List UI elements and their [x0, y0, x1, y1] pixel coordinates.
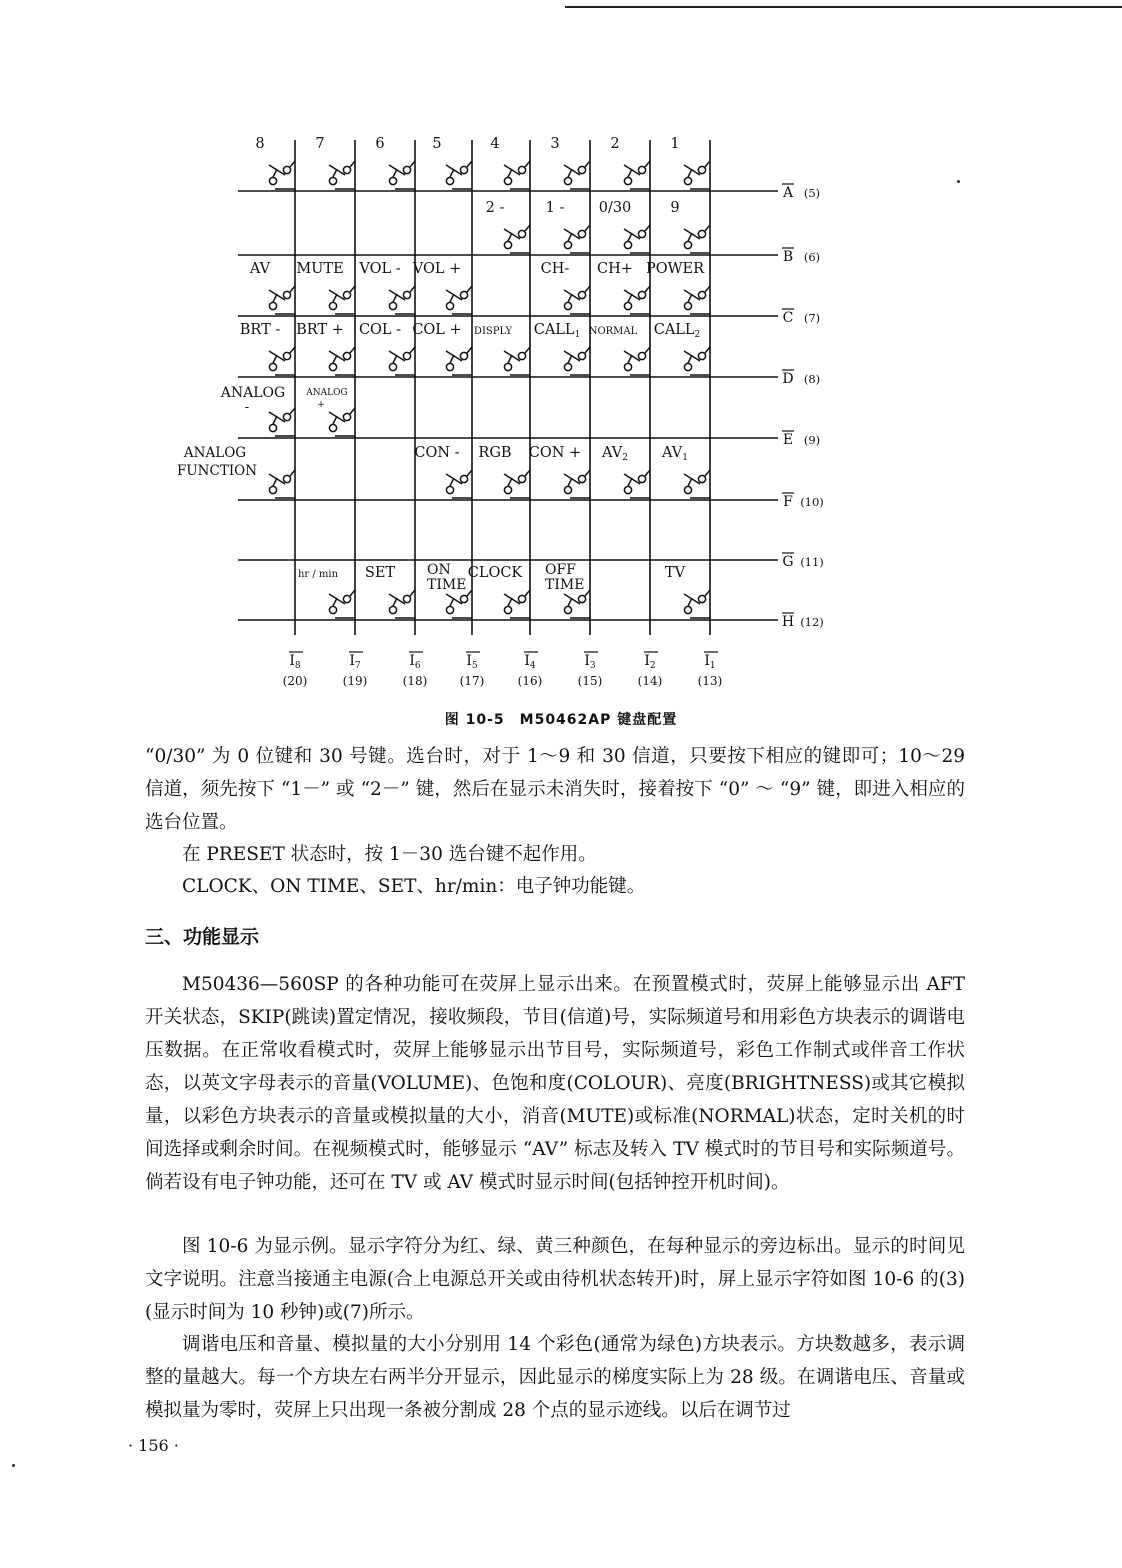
key-switch [269, 347, 295, 375]
key-switch [389, 161, 415, 189]
key-label: - [244, 400, 250, 415]
paragraph-display-example: 图 10-6 为显示例。显示字符分为红、绿、黄三种颜色，在每种显示的旁边标出。显示的时间见文字说明。注意当接通主电源(合上电源总开关或由待机状态转开)时，屏上显示字符如图 10-6 的(3)(显示时间为 10 秒钟)或(7)所示。 [145, 1236, 965, 1323]
key-label: + [317, 400, 325, 410]
key-switch [269, 286, 295, 314]
key-label: COL - [358, 322, 402, 338]
key-label: 3 [550, 136, 560, 152]
key-label: 2 - [485, 200, 505, 216]
key-switch [684, 161, 710, 189]
key-label: 7 [315, 136, 325, 152]
key-label: VOL - [359, 261, 401, 277]
column-label: $I_3$ [584, 653, 596, 671]
key-switch [564, 470, 590, 498]
key-switch [684, 225, 710, 253]
key-switch [389, 590, 415, 618]
key-label: 1 [670, 136, 680, 152]
key-label: RGB [478, 445, 512, 461]
row-pin: (8) [803, 372, 821, 386]
key-switch [504, 347, 530, 375]
paragraph-preset-note: 在 PRESET 状态时，按 1－30 选台键不起作用。 [182, 844, 597, 865]
key-switch [564, 286, 590, 314]
key-label: 6 [375, 136, 385, 152]
column-pin: (15) [577, 674, 603, 688]
key-switch [504, 590, 530, 618]
column-label: $I_8$ [289, 653, 301, 671]
key-label: 5 [432, 136, 442, 152]
row-pin: (10) [800, 495, 824, 509]
column-label: $I_5$ [466, 653, 478, 671]
row-label-g: G [782, 554, 794, 570]
row-labels [782, 184, 824, 630]
key-switch [624, 225, 650, 253]
key-switch [624, 286, 650, 314]
key-label: 8 [255, 136, 265, 152]
key-switch [269, 470, 295, 498]
key-switch [564, 161, 590, 189]
key-switch [504, 161, 530, 189]
column-pin: (20) [282, 674, 308, 688]
key-switch [389, 347, 415, 375]
key-label: $CALL_2$ [653, 322, 701, 340]
paragraph-function-display: M50436—560SP 的各种功能可在荧屏上显示出来。在预置模式时，荧屏上能够显示出 AFT 开关状态，SKIP(跳读)置定情况，接收频段，节目(信道)号，实际频道号和用彩色方块表示的调谐电压数据。在正常收看模式时，荧屏上能够显示出节目号，实际频道号，彩色工作制式或伴音工作状态，以英文字母表示的音量(VOLUME)、色饱和度(COLOUR)、亮度(BRIGHTNESS)或其它模拟量，以彩色方块表示的音量或模拟量的大小，消音(MUTE)或标准(NORMAL)状态，定时关机的时间选择或剩余时间。在视频模式时，能够显示 “AV” 标志及转入 TV 模式时的节目号和实际频道号。倘若设有电子钟功能，还可在 TV 或 AV 模式时显示时间(包括钟控开机时间)。 [145, 974, 965, 1193]
key-label: DISPLY [473, 326, 513, 337]
key-label: 0/30 [598, 200, 632, 216]
key-switch [684, 286, 710, 314]
key-switch [624, 161, 650, 189]
row-pin: (5) [803, 186, 821, 200]
key-label: 1 - [545, 200, 565, 216]
key-switch [446, 470, 472, 498]
key-switch [389, 286, 415, 314]
key-label: BRT + [296, 322, 344, 338]
key-label: MUTE [296, 261, 344, 277]
section-heading: 三、功能显示 [145, 926, 260, 948]
key-label: VOL + [412, 261, 462, 277]
key-label: CON - [414, 445, 460, 461]
row-label-c: C [782, 310, 794, 326]
row-label-a: A [782, 185, 794, 201]
key-switch [269, 408, 295, 436]
key-label: TV [664, 565, 686, 581]
row-pin: (6) [803, 250, 821, 264]
key-switch [446, 590, 472, 618]
key-switch [446, 161, 472, 189]
row-pin: (12) [800, 615, 824, 629]
paragraph-key-usage: “0/30” 为 0 位键和 30 号键。选台时，对于 1～9 和 30 信道，只要按下相应的键即可；10～29 信道，须先按下 “1－” 或 “2－” 键，然后在显示未消失时，接着按下 “0” ～ “9” 键，即进入相应的选台位置。 [145, 746, 965, 833]
key-label: ON [427, 562, 451, 578]
key-switch [684, 347, 710, 375]
row-pin: (9) [803, 433, 821, 447]
keyboard-matrix-diagram [160, 130, 860, 710]
row-label-f: F [783, 494, 793, 510]
key-label: 4 [490, 136, 500, 152]
scan-dot [957, 180, 960, 183]
paragraph-clock-keys: CLOCK、ON TIME、SET、hr/min：电子钟功能键。 [182, 876, 646, 897]
column-label: $I_6$ [409, 653, 421, 671]
column-pin: (16) [517, 674, 543, 688]
column-label: $I_7$ [349, 653, 361, 671]
key-label: ANALOG [306, 388, 348, 398]
key-switch [684, 470, 710, 498]
key-switch [684, 590, 710, 618]
row-label-e: E [782, 432, 794, 448]
key-label: ANALOG [183, 445, 247, 461]
key-switch [329, 347, 355, 375]
key-label: BRT - [239, 322, 281, 338]
key-label: CLOCK [467, 565, 523, 581]
key-label: CH+ [597, 261, 633, 277]
key-label: $AV_1$ [662, 445, 688, 463]
row-pin: (11) [800, 555, 824, 569]
key-label: ANALOG [220, 385, 286, 401]
key-label: COL + [412, 322, 462, 338]
key-switch [329, 286, 355, 314]
key-label: POWER [645, 261, 705, 277]
key-label: $AV_2$ [602, 445, 628, 463]
key-label: 9 [670, 200, 680, 216]
header-rule [565, 6, 1122, 8]
key-switch [329, 161, 355, 189]
key-label: FUNCTION [176, 463, 258, 479]
key-switch [446, 286, 472, 314]
column-label: $I_2$ [644, 653, 656, 671]
row-pin: (7) [803, 311, 821, 325]
paragraph-tuning-blocks: 调谐电压和音量、模拟量的大小分别用 14 个彩色(通常为绿色)方块表示。方块数越多，表示调整的量越大。每一个方块左右两半分开显示，因此显示的梯度实际上为 28 级。在调谐电压、音量或模拟量为零时，荧屏上只出现一条被分割成 28 个点的显示迹线。以后在调节过 [145, 1334, 965, 1421]
row-label-d: D [782, 371, 794, 387]
key-label: CH- [540, 261, 570, 277]
row-label-b: B [782, 249, 794, 265]
key-label: hr / min [297, 569, 339, 580]
key-label: CON + [528, 445, 582, 461]
key-label: $CALL_1$ [533, 322, 581, 340]
key-label: SET [364, 565, 396, 581]
column-labels [283, 652, 723, 688]
key-label: OFF [545, 562, 576, 578]
key-switch [564, 347, 590, 375]
column-pin: (17) [459, 674, 485, 688]
key-switch [329, 590, 355, 618]
key-switch [624, 470, 650, 498]
column-pin: (13) [697, 674, 723, 688]
key-label: 2 [610, 136, 620, 152]
row-label-h: H [781, 614, 795, 630]
column-pin: (19) [342, 674, 368, 688]
key-switch [329, 408, 355, 436]
page-number: · 156 · [128, 1436, 179, 1455]
key-switch [564, 225, 590, 253]
scan-dot [12, 1464, 15, 1467]
key-switch [269, 161, 295, 189]
column-pin: (18) [402, 674, 428, 688]
key-label: TIME [545, 577, 585, 593]
figure-caption: 图 10-5 M50462AP 键盘配置 [444, 712, 678, 728]
key-switch [624, 347, 650, 375]
column-pin: (14) [637, 674, 663, 688]
key-switch [446, 347, 472, 375]
column-label: $I_4$ [524, 653, 536, 671]
key-label: AV [249, 261, 271, 277]
key-switch [504, 225, 530, 253]
key-label: NORMAL [588, 326, 638, 337]
column-label: $I_1$ [704, 653, 716, 671]
key-label: TIME [427, 577, 467, 593]
key-switch [564, 590, 590, 618]
key-switch [504, 470, 530, 498]
